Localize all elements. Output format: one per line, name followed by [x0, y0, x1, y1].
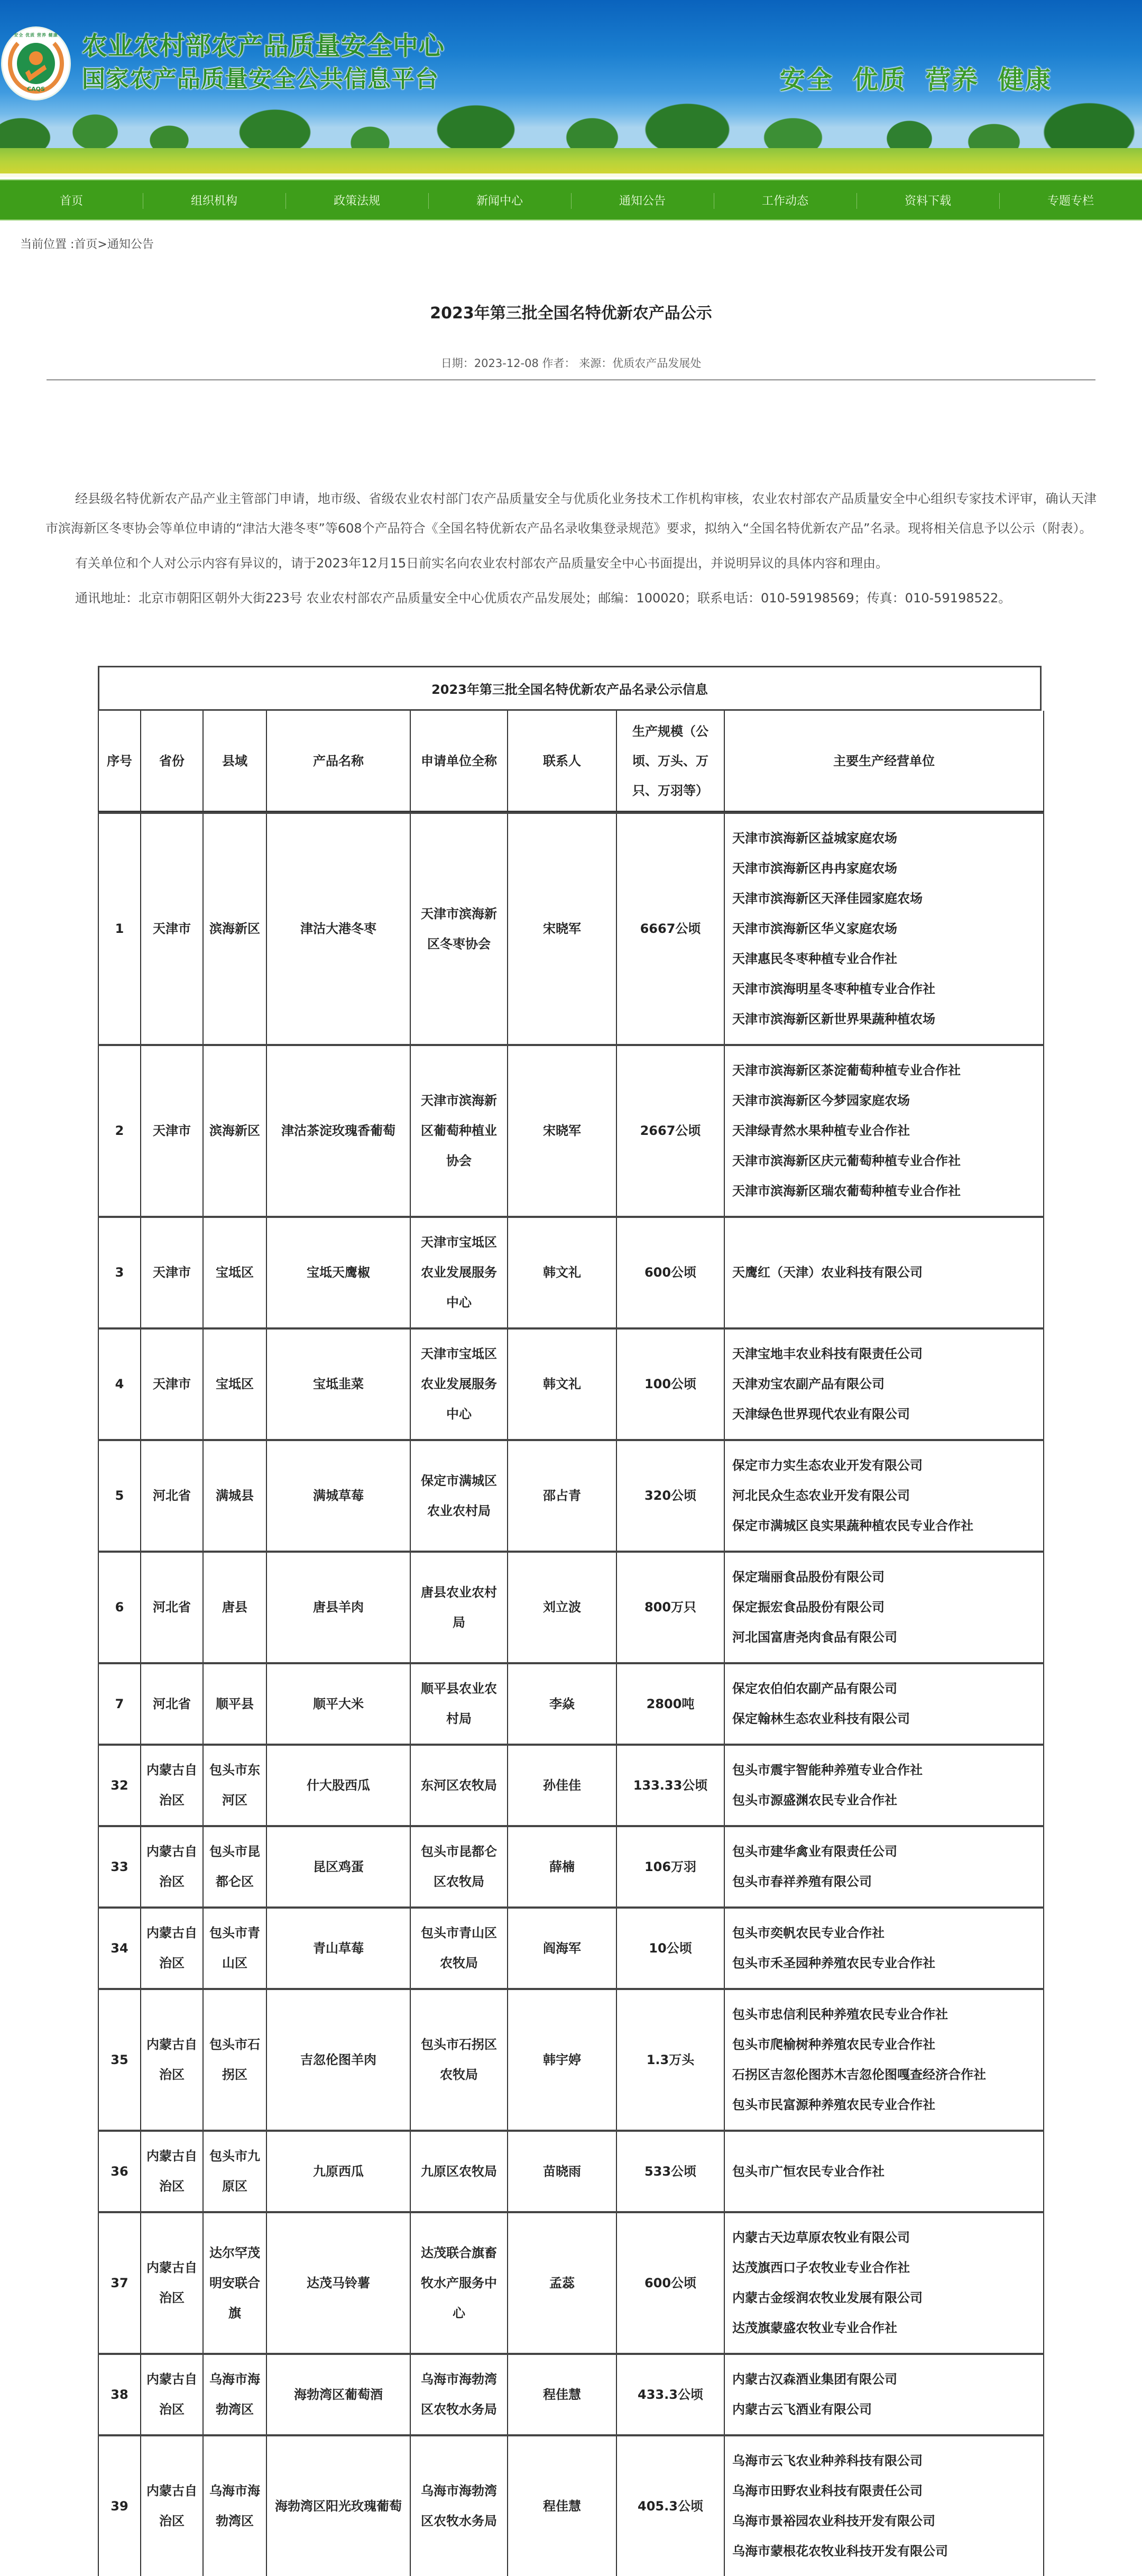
cell-product: 青山草莓	[266, 1908, 410, 1989]
cell-units	[724, 1745, 1044, 1826]
cell-contact: 宋晓军	[508, 813, 616, 1045]
cell-county: 滨海新区	[203, 813, 266, 1045]
cell-applicant: 天津市滨海新区冬枣协会	[410, 813, 508, 1045]
header-applicant: 申请单位全称	[410, 711, 508, 811]
table-row	[98, 1663, 1044, 1745]
table-row	[98, 1328, 1044, 1440]
page-title: 2023年第三批全国名特优新农产品公示	[430, 304, 712, 323]
unit-name: 河北国富唐尧肉食品有限公司	[732, 1630, 897, 1645]
cell-product: 海勃湾区葡萄酒	[266, 2354, 410, 2435]
cell-applicant: 包头市青山区农牧局	[410, 1908, 508, 1989]
cell-seq: 33	[98, 1826, 141, 1908]
header-province: 省份	[141, 711, 203, 811]
unit-name: 天津市滨海新区益城家庭农场	[732, 831, 897, 846]
cell-applicant: 唐县农业农村局	[410, 1552, 508, 1663]
cell-scale: 106万羽	[616, 1826, 724, 1908]
unit-name: 包头市忠信利民种养殖农民专业合作社	[732, 2007, 948, 2022]
cell-scale: 600公顷	[616, 2212, 724, 2354]
cell-product: 唐县羊肉	[266, 1552, 410, 1663]
cell-product: 宝坻天鹰椒	[266, 1217, 410, 1328]
paragraph-contact: 通讯地址：北京市朝阳区朝外大街223号 农业农村部农产品质量安全中心优质农产品发展处；邮编：100020；联系电话：010-59198569；传真：010-59198522。	[75, 591, 1011, 606]
table-row	[98, 813, 1044, 1045]
cell-contact: 宋晓军	[508, 1045, 616, 1217]
unit-name: 内蒙古汉森酒业集团有限公司	[732, 2372, 897, 2387]
unit-name: 乌海市云飞农业种养科技有限公司	[732, 2453, 923, 2468]
cell-applicant: 顺平县农业农村局	[410, 1663, 508, 1745]
unit-name: 保定市满城区良实果蔬种植农民专业合作社	[732, 1518, 973, 1533]
cell-seq: 39	[98, 2435, 141, 2576]
nav-item-organization[interactable]: 组织机构	[143, 180, 286, 219]
unit-name: 天津市滨海新区庆元葡萄种植专业合作社	[732, 1153, 961, 1168]
cell-contact: 程佳慧	[508, 2435, 616, 2576]
unit-name: 天津市滨海新区新世界果蔬种植农场	[732, 1012, 935, 1026]
unit-name: 包头市震宇智能种养殖专业合作社	[732, 1763, 923, 1777]
table-row	[98, 1217, 1044, 1328]
cell-province: 天津市	[141, 1217, 203, 1328]
cell-seq: 5	[98, 1440, 141, 1552]
unit-name: 包头市爬榆树种养殖农民专业合作社	[732, 2037, 935, 2052]
unit-name: 乌海市蒙根花农牧业科技开发有限公司	[732, 2544, 948, 2559]
header-seq: 序号	[98, 711, 141, 811]
cell-seq: 6	[98, 1552, 141, 1663]
cell-seq: 38	[98, 2354, 141, 2435]
product-list-table-wrap	[0, 613, 1142, 2576]
cell-county: 宝坻区	[203, 1328, 266, 1440]
cell-scale: 1.3万头	[616, 1989, 724, 2131]
table-row	[98, 2131, 1044, 2212]
cell-county: 满城县	[203, 1440, 266, 1552]
header-product: 产品名称	[266, 711, 410, 811]
cell-contact: 邵占青	[508, 1440, 616, 1552]
cell-applicant: 天津市宝坻区农业发展服务中心	[410, 1328, 508, 1440]
cell-county: 乌海市海勃湾区	[203, 2354, 266, 2435]
table-header	[98, 711, 1044, 812]
table-row	[98, 2354, 1044, 2435]
cell-county: 唐县	[203, 1552, 266, 1663]
cell-contact: 韩文礼	[508, 1217, 616, 1328]
cell-province: 河北省	[141, 1552, 203, 1663]
cell-seq: 35	[98, 1989, 141, 2131]
cell-applicant: 保定市满城区农业农村局	[410, 1440, 508, 1552]
cell-product: 宝坻韭菜	[266, 1328, 410, 1440]
cell-province: 河北省	[141, 1663, 203, 1745]
site-banner	[0, 0, 1142, 177]
cell-units	[724, 2212, 1044, 2354]
unit-name: 包头市源盛渊农民专业合作社	[732, 1793, 897, 1808]
unit-name: 天津市滨海新区冉冉家庭农场	[732, 861, 897, 876]
cell-county: 包头市青山区	[203, 1908, 266, 1989]
cell-contact: 韩宇婷	[508, 1989, 616, 2131]
cell-province: 内蒙古自治区	[141, 2131, 203, 2212]
cell-scale: 10公顷	[616, 1908, 724, 1989]
header-units: 主要生产经营单位	[724, 711, 1044, 811]
cell-applicant: 天津市宝坻区农业发展服务中心	[410, 1217, 508, 1328]
nav-item-news[interactable]: 新闻中心	[428, 180, 571, 219]
unit-name: 乌海市田野农业科技有限责任公司	[732, 2483, 923, 2498]
banner-field-illustration	[0, 148, 1142, 177]
cell-units	[724, 1826, 1044, 1908]
unit-name: 保定振宏食品股份有限公司	[732, 1600, 885, 1615]
cell-product: 什大股西瓜	[266, 1745, 410, 1826]
cell-units	[724, 2435, 1044, 2576]
table-row	[98, 2435, 1044, 2576]
cell-product: 满城草莓	[266, 1440, 410, 1552]
header-contact: 联系人	[508, 711, 616, 811]
cell-scale: 2667公顷	[616, 1045, 724, 1217]
cell-province: 内蒙古自治区	[141, 2354, 203, 2435]
unit-name: 包头市奕帆农民专业合作社	[732, 1926, 885, 1940]
nav-item-special-topics[interactable]: 专题专栏	[999, 180, 1142, 219]
table-row	[98, 1826, 1044, 1908]
table-row	[98, 1745, 1044, 1826]
unit-name: 内蒙古天边草原农牧业有限公司	[732, 2230, 910, 2245]
caqs-logo-icon[interactable]	[1, 26, 71, 100]
cell-units	[724, 2131, 1044, 2212]
cell-applicant: 达茂联合旗畜牧水产服务中心	[410, 2212, 508, 2354]
cell-county: 宝坻区	[203, 1217, 266, 1328]
cell-units	[724, 1045, 1044, 1217]
cell-product: 昆区鸡蛋	[266, 1826, 410, 1908]
cell-province: 内蒙古自治区	[141, 1908, 203, 1989]
unit-name: 天津市滨海新区华义家庭农场	[732, 921, 897, 936]
unit-name: 达茂旗蒙盛农牧业专业合作社	[732, 2321, 897, 2335]
table-row	[98, 1440, 1044, 1552]
banner-bottom-strip	[0, 173, 1142, 177]
unit-name: 天津市滨海明星冬枣种植专业合作社	[732, 982, 935, 996]
main-nav	[0, 179, 1142, 221]
header-scale: 生产规模（公顷、万头、万只、万羽等）	[616, 711, 724, 811]
cell-county: 包头市东河区	[203, 1745, 266, 1826]
cell-seq: 2	[98, 1045, 141, 1217]
cell-scale: 405.3公顷	[616, 2435, 724, 2576]
nav-item-home[interactable]: 首页	[59, 194, 83, 208]
cell-scale: 2800吨	[616, 1663, 724, 1745]
cell-product: 津沽大港冬枣	[266, 813, 410, 1045]
cell-product: 吉忽伦图羊肉	[266, 1989, 410, 2131]
cell-seq: 1	[98, 813, 141, 1045]
cell-province: 内蒙古自治区	[141, 1826, 203, 1908]
cell-scale: 433.3公顷	[616, 2354, 724, 2435]
cell-county: 达尔罕茂明安联合旗	[203, 2212, 266, 2354]
unit-name: 包头市民富源种养殖农民专业合作社	[732, 2097, 935, 2112]
site-title-line2: 国家农产品质量安全公共信息平台	[82, 66, 439, 93]
nav-item-notices[interactable]: 通知公告	[571, 180, 714, 219]
cell-product: 顺平大米	[266, 1663, 410, 1745]
unit-name: 乌海市景裕园农业科技开发有限公司	[732, 2514, 935, 2528]
unit-name: 保定瑞丽食品股份有限公司	[732, 1570, 885, 1584]
unit-name: 包头市建华禽业有限责任公司	[732, 1844, 897, 1859]
nav-item-downloads[interactable]: 资料下载	[856, 180, 999, 219]
cell-units	[724, 1908, 1044, 1989]
unit-name: 天津市滨海新区瑞农葡萄种植专业合作社	[732, 1184, 961, 1198]
cell-province: 内蒙古自治区	[141, 2435, 203, 2576]
cell-scale: 600公顷	[616, 1217, 724, 1328]
unit-name: 保定市力实生态农业开发有限公司	[732, 1458, 923, 1473]
cell-scale: 800万只	[616, 1552, 724, 1663]
unit-name: 天津绿色世界现代农业有限公司	[732, 1407, 910, 1422]
unit-name: 保定农伯伯农副产品有限公司	[732, 1681, 897, 1696]
cell-seq: 34	[98, 1908, 141, 1989]
unit-name: 包头市广恒农民专业合作社	[732, 2164, 885, 2179]
nav-item-policies[interactable]: 政策法规	[286, 180, 428, 219]
paragraph-objection: 有关单位和个人对公示内容有异议的，请于2023年12月15日前实名向农业农村部农产品质量安全中心书面提出，并说明异议的具体内容和理由。	[75, 556, 889, 571]
cell-county: 包头市石拐区	[203, 1989, 266, 2131]
cell-units	[724, 1552, 1044, 1663]
paragraph-intro: 经县级名特优新农产品产业主管部门申请，地市级、省级农业农村部门农产品质量安全与优质化业务技术工作机构审核，农业农村部农产品质量安全中心组织专家技术评审，确认天津市滨海新区冬枣协会等单位申请的“津沽大港冬枣”等608个产品符合《全国名特优新农产品名录收集登录规范》要求，拟纳入“全国名特优新农产品”名录。现将相关信息予以公示（附表）。	[45, 491, 1097, 536]
cell-contact: 阎海军	[508, 1908, 616, 1989]
cell-county: 顺平县	[203, 1663, 266, 1745]
cell-units	[724, 813, 1044, 1045]
breadcrumb: 当前位置 :首页>通知公告	[20, 238, 154, 251]
cell-units	[724, 1217, 1044, 1328]
table-caption-text: 2023年第三批全国名特优新农产品名录公示信息	[99, 667, 1041, 710]
table-row	[98, 1045, 1044, 1217]
cell-province: 内蒙古自治区	[141, 2212, 203, 2354]
cell-units	[724, 1989, 1044, 2131]
cell-product: 津沽茶淀玫瑰香葡萄	[266, 1045, 410, 1217]
cell-applicant: 东河区农牧局	[410, 1745, 508, 1826]
cell-seq: 32	[98, 1745, 141, 1826]
cell-contact: 李焱	[508, 1663, 616, 1745]
logo-motto: 安全 优质 营养 健康	[14, 33, 58, 38]
cell-contact: 韩文礼	[508, 1328, 616, 1440]
cell-province: 天津市	[141, 1045, 203, 1217]
unit-name: 天津市滨海新区天泽佳园家庭农场	[732, 891, 923, 906]
cell-province: 内蒙古自治区	[141, 1989, 203, 2131]
header-county: 县域	[203, 711, 266, 811]
cell-contact: 刘立波	[508, 1552, 616, 1663]
cell-contact: 苗晓雨	[508, 2131, 616, 2212]
cell-product: 海勃湾区阳光玫瑰葡萄	[266, 2435, 410, 2576]
unit-name: 保定翰林生态农业科技有限公司	[732, 1711, 910, 1726]
unit-name: 内蒙古金绥润农牧业发展有限公司	[732, 2290, 923, 2305]
cell-province: 河北省	[141, 1440, 203, 1552]
cell-county: 滨海新区	[203, 1045, 266, 1217]
logo-emblem	[17, 43, 55, 84]
unit-name: 天津宝地丰农业科技有限责任公司	[732, 1346, 923, 1361]
cell-scale: 133.33公顷	[616, 1745, 724, 1826]
cell-province: 内蒙古自治区	[141, 1745, 203, 1826]
cell-contact: 薛楠	[508, 1826, 616, 1908]
nav-item-work-updates[interactable]: 工作动态	[714, 180, 856, 219]
unit-name: 河北民众生态农业开发有限公司	[732, 1488, 910, 1503]
unit-name: 天鹰红（天津）农业科技有限公司	[732, 1265, 923, 1280]
cell-scale: 533公顷	[616, 2131, 724, 2212]
unit-name: 天津市滨海新区今梦园家庭农场	[732, 1093, 910, 1108]
cell-applicant: 包头市昆都仑区农牧局	[410, 1826, 508, 1908]
cell-contact: 孟蕊	[508, 2212, 616, 2354]
article-body	[0, 381, 1142, 613]
unit-name: 石拐区吉忽伦图苏木吉忽伦图嘎查经济合作社	[732, 2067, 986, 2082]
cell-contact: 孙佳佳	[508, 1745, 616, 1826]
unit-name: 达茂旗西口子农牧业专业合作社	[732, 2260, 910, 2275]
logo-abbr: CAQS	[27, 86, 45, 93]
site-title-line1: 农业农村部农产品质量安全中心	[82, 31, 445, 61]
unit-name: 包头市禾圣园种养殖农民专业合作社	[732, 1956, 935, 1970]
cell-seq: 4	[98, 1328, 141, 1440]
cell-scale: 320公顷	[616, 1440, 724, 1552]
table-caption	[98, 666, 1042, 711]
cell-seq: 37	[98, 2212, 141, 2354]
table-row	[98, 1552, 1044, 1663]
cell-product: 达茂马铃薯	[266, 2212, 410, 2354]
cell-province: 天津市	[141, 1328, 203, 1440]
cell-units	[724, 1440, 1044, 1552]
unit-name: 天津惠民冬枣种植专业合作社	[732, 951, 897, 966]
cell-applicant: 包头市石拐区农牧局	[410, 1989, 508, 2131]
cell-units	[724, 2354, 1044, 2435]
unit-name: 天津劝宝农副产品有限公司	[732, 1377, 885, 1391]
cell-county: 乌海市海勃湾区	[203, 2435, 266, 2576]
unit-name: 内蒙古云飞酒业有限公司	[732, 2402, 872, 2417]
unit-name: 天津绿青然水果种植专业合作社	[732, 1123, 910, 1138]
cell-applicant: 九原区农牧局	[410, 2131, 508, 2212]
unit-name: 天津市滨海新区茶淀葡萄种植专业合作社	[732, 1063, 961, 1078]
site-title	[82, 29, 445, 96]
article-meta: 日期：2023-12-08 作者： 来源：优质农产品发展处	[440, 357, 702, 370]
cell-province: 天津市	[141, 813, 203, 1045]
cell-seq: 7	[98, 1663, 141, 1745]
cell-product: 九原西瓜	[266, 2131, 410, 2212]
cell-county: 包头市昆都仑区	[203, 1826, 266, 1908]
cell-scale: 6667公顷	[616, 813, 724, 1045]
table-row	[98, 2212, 1044, 2354]
cell-applicant: 天津市滨海新区葡萄种植业协会	[410, 1045, 508, 1217]
cell-units	[724, 1328, 1044, 1440]
cell-applicant: 乌海市海勃湾区农牧水务局	[410, 2435, 508, 2576]
cell-units	[724, 1663, 1044, 1745]
product-table	[98, 812, 1044, 2576]
cell-contact: 程佳慧	[508, 2354, 616, 2435]
site-slogan: 安全 优质 营养 健康	[780, 65, 1053, 95]
table-row	[98, 1908, 1044, 1989]
table-row	[98, 1989, 1044, 2131]
article-header	[0, 258, 1142, 371]
cell-county: 包头市九原区	[203, 2131, 266, 2212]
unit-name: 包头市春祥养殖有限公司	[732, 1874, 872, 1889]
cell-applicant: 乌海市海勃湾区农牧水务局	[410, 2354, 508, 2435]
cell-seq: 36	[98, 2131, 141, 2212]
cell-scale: 100公顷	[616, 1328, 724, 1440]
cell-seq: 3	[98, 1217, 141, 1328]
